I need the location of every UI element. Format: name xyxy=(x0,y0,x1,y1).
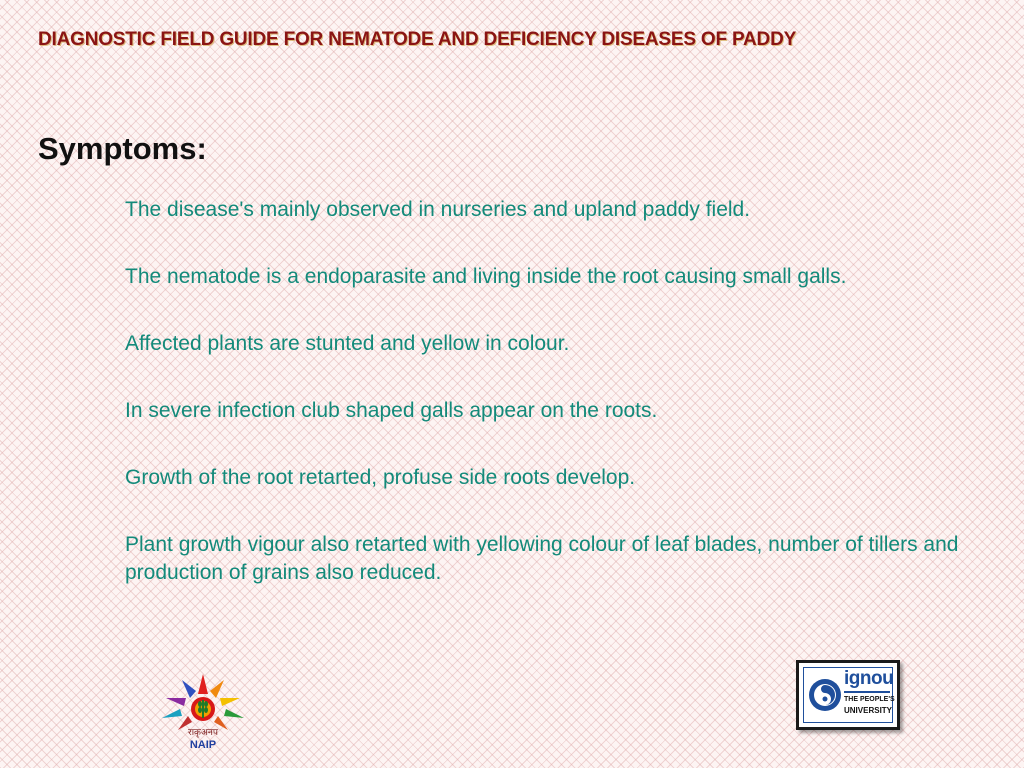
section-heading: Symptoms: xyxy=(38,131,207,166)
naip-logo xyxy=(160,672,246,752)
symptom-item: In severe infection club shaped galls appear on the roots. xyxy=(125,399,658,422)
ignou-tagline-2: UNIVERSITY xyxy=(844,706,893,715)
ignou-logo-frame xyxy=(803,667,893,723)
ignou-tagline-1: THE PEOPLE'S xyxy=(844,696,895,703)
ignou-emblem-icon xyxy=(807,676,843,714)
page-title: DIAGNOSTIC FIELD GUIDE FOR NEMATODE AND DEFICIENCY DISEASES OF PADDY xyxy=(38,29,797,50)
ignou-wordmark: ignou xyxy=(844,668,894,689)
symptom-item: Affected plants are stunted and yellow in colour. xyxy=(125,332,570,355)
symptom-item: The nematode is a endoparasite and living inside the root causing small galls. xyxy=(125,265,847,288)
symptom-list xyxy=(125,196,965,626)
ignou-divider xyxy=(844,691,890,693)
symptom-item: Growth of the root retarted, profuse side roots develop. xyxy=(125,466,636,489)
symptom-item: The disease's mainly observed in nurseries and upland paddy field. xyxy=(125,198,751,221)
naip-label: NAIP xyxy=(189,739,217,751)
ignou-logo xyxy=(796,660,900,730)
symptom-item: Plant growth vigour also retarted with yellowing colour of leaf blades, number of tillers and production of grains also reduced. xyxy=(125,533,959,584)
naip-star-logo-icon xyxy=(160,672,246,752)
naip-script-text: राकृअनप xyxy=(188,728,218,738)
